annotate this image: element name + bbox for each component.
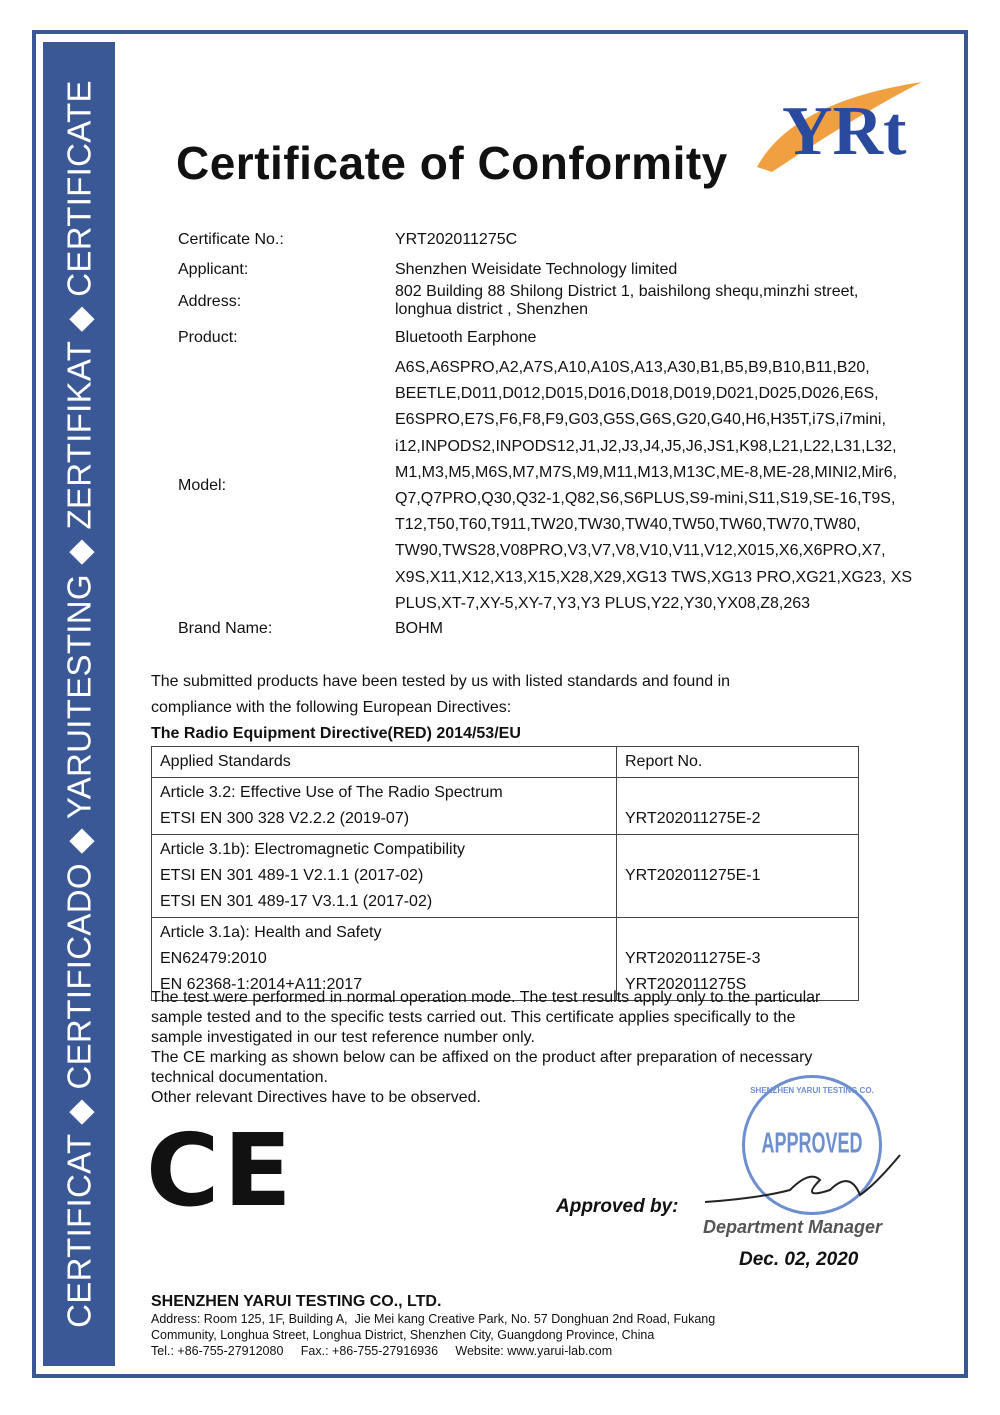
address-line1: 802 Building 88 Shilong District 1, baishilong shequ,minzhi street,: [395, 283, 859, 300]
report-no: YRT202011275E-1: [625, 867, 761, 884]
note-line: technical documentation.: [151, 1069, 328, 1086]
applicant: Shenzhen Weisidate Technology limited: [395, 261, 678, 278]
ce-mark: CE: [146, 1112, 296, 1229]
signature: [700, 1150, 910, 1210]
brand: BOHM: [395, 620, 443, 637]
svg-text:YRt: YRt: [782, 93, 907, 170]
address-line2: longhua district , Shenzhen: [395, 301, 589, 318]
footer-address1: Address: Room 125, 1F, Building A, Jie Mei kang Creative Park, No. 57 Donghuan 2nd Road, Fukang: [151, 1312, 716, 1326]
table-row: [152, 835, 859, 918]
note-line: The test were performed in normal operation mode. The test results apply only to the particular: [151, 989, 821, 1006]
address-label: Address:: [178, 293, 242, 310]
side-band-text: CERTIFICAT ◆ CERTIFICADO ◆ YARUITESTING ◆ ZERTIFIKAT ◆ CERTIFICATE: [60, 80, 98, 1328]
report-no: YRT202011275S: [625, 976, 747, 993]
approved-by-label: Approved by:: [556, 1196, 679, 1217]
stamp-center-text: APPROVED: [761, 1126, 863, 1159]
stamp-ring-text: SHENZHEN YARUI TESTING CO.: [750, 1086, 874, 1095]
cert-no-label: Certificate No.:: [178, 231, 284, 248]
footer-company: SHENZHEN YARUI TESTING CO., LTD.: [151, 1293, 442, 1310]
model-label: Model:: [178, 477, 227, 494]
note-line: Other relevant Directives have to be observed.: [151, 1089, 481, 1106]
standard: Article 3.2: Effective Use of The Radio Spectrum: [160, 784, 503, 801]
standard: ETSI EN 300 328 V2.2.2 (2019-07): [160, 810, 410, 827]
applicant-label: Applicant:: [178, 261, 249, 278]
report-no: YRT202011275E-2: [625, 810, 761, 827]
table-row: [152, 778, 859, 835]
intro-line2: compliance with the following European Directives:: [151, 699, 512, 716]
note-line: sample tested and to the specific tests carried out. This certificate applies specifically to the: [151, 1009, 796, 1026]
standard: ETSI EN 301 489-17 V3.1.1 (2017-02): [160, 893, 433, 910]
intro-line1: The submitted products have been tested by us with listed standards and found in: [151, 673, 731, 690]
standard: Article 3.1b): Electromagnetic Compatibility: [160, 841, 466, 858]
standard: EN 62368-1:2014+A11:2017: [160, 976, 363, 993]
standard: EN62479:2010: [160, 950, 267, 967]
header-standards: Applied Standards: [152, 747, 617, 778]
yrt-logo: [752, 72, 932, 182]
note-line: The CE marking as shown below can be affixed on the product after preparation of necessary: [151, 1049, 813, 1066]
note-line: sample investigated in our test reference number only.: [151, 1029, 535, 1046]
directive: The Radio Equipment Directive(RED) 2014/53/EU: [151, 725, 521, 742]
standard: Article 3.1a): Health and Safety: [160, 924, 382, 941]
report-no: YRT202011275E-3: [625, 950, 761, 967]
signer-title: Department Manager: [703, 1217, 883, 1237]
standards-table: [151, 746, 859, 1001]
brand-label: Brand Name:: [178, 620, 273, 637]
footer-address2: Community, Longhua Street, Longhua District, Shenzhen City, Guangdong Province, China: [151, 1328, 655, 1342]
model-list: A6S,A6SPRO,A2,A7S,A10,A10S,A13,A30,B1,B5,B9,B10,B11,B20, BEETLE,D011,D012,D015,D016,D018,D019,D021,D025,D026,E6S, E6SPRO,E7S,F6,F8,F9,G03,G5S,G6S,G20,G40,H6,H35T,i7S,i7mini, i12,INPODS2,INPODS12,J1,J2,J3,J4,J5,J6,JS1,K98,L21,L22,L31,L32, M1,M3,M5,M6S,M7,M7S,M9,M11,M13,M13C,ME-8,ME-28,MINI2,Mir6, Q7,Q7PRO,Q30,Q32-1,Q82,S6,S6PLUS,S9-mini,S11,S19,SE-16,T9S, T12,T50,T60,T911,TW20,TW30,TW40,TW50,TW60,TW70,TW80, TW90,TWS28,V08PRO,V3,V7,V8,V10,V11,V12,X015,X6,X6PRO,X7, X9S,X11,X12,X13,X15,X28,X29,XG13 TWS,XG13 PRO,XG21,XG23, XS PLUS,XT-7,XY-5,XY-7,Y3,Y3 PLUS,Y22,Y30,YX08,Z8,263: [395, 359, 913, 612]
product-label: Product:: [178, 329, 238, 346]
footer-contact: Tel.: +86-755-27912080 Fax.: +86-755-27916936 Website: www.yarui-lab.com: [151, 1344, 613, 1358]
issue-date: Dec. 02, 2020: [739, 1249, 859, 1270]
header-report: Report No.: [617, 747, 859, 778]
cert-no: YRT202011275C: [395, 231, 518, 248]
product: Bluetooth Earphone: [395, 329, 537, 346]
table-header: [152, 747, 859, 778]
page-title: Certificate of Conformity: [176, 137, 728, 189]
standard: ETSI EN 301 489-1 V2.1.1 (2017-02): [160, 867, 424, 884]
